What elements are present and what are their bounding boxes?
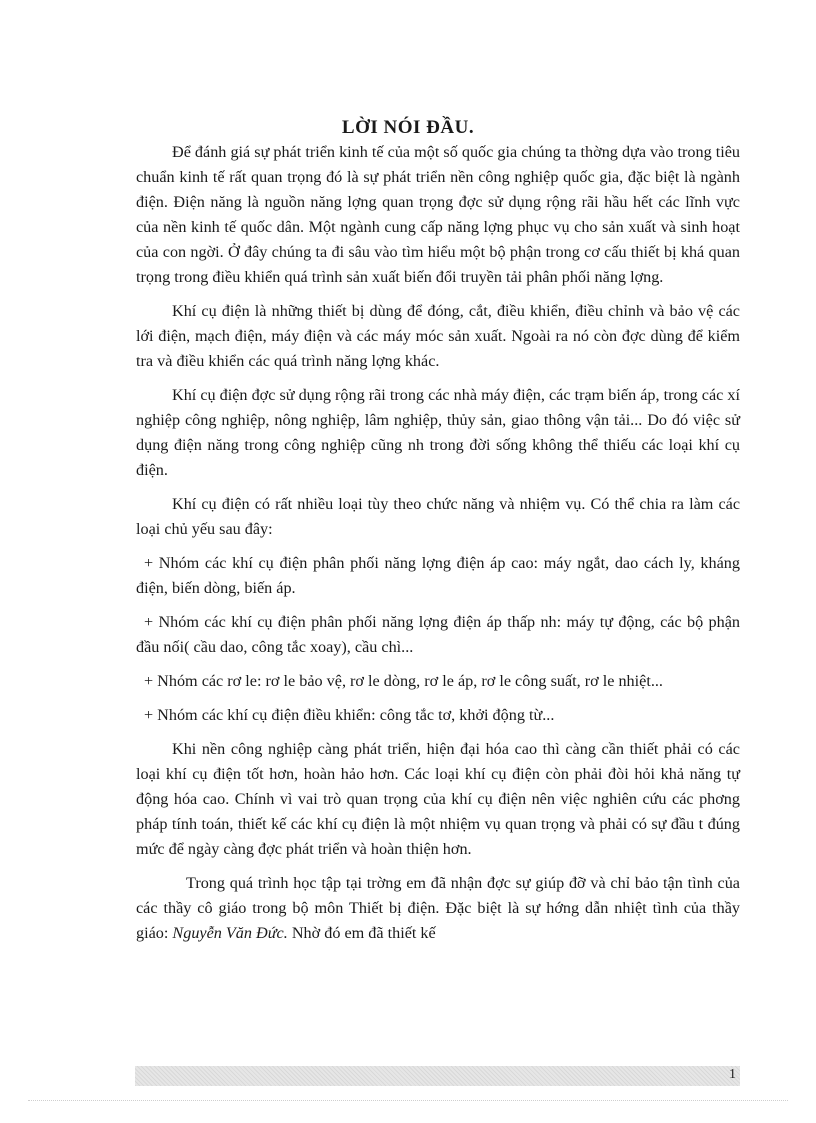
page-title: LỜI NÓI ĐẦU.: [341, 117, 475, 138]
teacher-name: Nguyễn Văn Đức.: [172, 924, 288, 942]
paragraph-intro: Để đánh giá sự phát triển kinh tế của một số quốc gia chúng ta thờng dựa vào trong tiêu chuẩn kinh tế rất quan trọng đó là sự phát triển nền công nghiệp quốc gia, đặc biệt là ngành điện. Điện năng là nguồn năng lợng quan trọng đợc sử dụng rộng rãi hầu hết các lĩnh vực của nền kinh tế quốc dân. Một ngành cung cấp năng lợng phục vụ cho sản xuất và sinh hoạt của con ngời. Ở đây chúng ta đi sâu vào tìm hiểu một bộ phận trong cơ cấu thiết bị khá quan trọng trong điều khiển quá trình sản xuất biến đổi truyền tải phân phối năng lợng.: [136, 143, 740, 286]
list-item-low-voltage: + Nhóm các khí cụ điện phân phối năng lợng điện áp thấp nh: máy tự động, các bộ phận đầu nối( cầu dao, công tắc xoay), cầu chì...: [136, 613, 740, 656]
page-break-divider: [28, 1100, 788, 1101]
list-item-relays: + Nhóm các rơ le: rơ le bảo vệ, rơ le dòng, rơ le áp, rơ le công suất, rơ le nhiệt...: [144, 672, 663, 690]
acknowledgement-text: Trong quá trình học tập tại trờng em đã nhận đợc sự giúp đỡ và chỉ bảo tận tình của các thầy cô giáo trong bộ môn Thiết bị điện. Đặc biệt là sự hớng dẫn nhiệt tình của thầy giáo:: [136, 874, 740, 942]
acknowledgement-continuation: Nhờ đó em đã thiết kế: [287, 924, 436, 942]
paragraph-definition: Khí cụ điện là những thiết bị dùng để đóng, cắt, điều khiển, điều chỉnh và bảo vệ các lới điện, mạch điện, máy điện và các máy móc sản xuất. Ngoài ra nó còn đợc dùng để kiểm tra và điều khiển các quá trình năng lợng khác.: [136, 302, 740, 370]
page-number: 1: [729, 1067, 736, 1082]
paragraph-usage: Khí cụ điện đợc sử dụng rộng rãi trong các nhà máy điện, các trạm biến áp, trong các xí nghiệp công nghiệp, nông nghiệp, lâm nghiệp, thủy sản, giao thông vận tải... Do đó việc sử dụng điện năng trong công nghiệp cũng nh trong đời sống không thể thiếu các loại khí cụ điện.: [136, 386, 740, 479]
body-text: [136, 140, 740, 946]
paragraph-acknowledgement: [136, 871, 740, 946]
paragraph-development: Khi nền công nghiệp càng phát triển, hiện đại hóa cao thì càng cần thiết phải có các loại khí cụ điện tốt hơn, hoàn hảo hơn. Các loại khí cụ điện còn phải đòi hỏi khả năng tự động hóa cao. Chính vì vai trò quan trọng của khí cụ điện nên việc nghiên cứu các phơng pháp tính toán, thiết kế các khí cụ điện là một nhiệm vụ quan trọng và phải có sự đầu t đúng mức để ngày càng đợc phát triển và hoàn thiện hơn.: [136, 740, 740, 858]
list-item-high-voltage: + Nhóm các khí cụ điện phân phối năng lợng điện áp cao: máy ngắt, dao cách ly, kháng điện, biến dòng, biến áp.: [136, 554, 740, 597]
page-footer: [135, 1066, 740, 1086]
list-item-control: + Nhóm các khí cụ điện điều khiển: công tắc tơ, khởi động từ...: [144, 706, 555, 724]
paragraph-classification: Khí cụ điện có rất nhiều loại tùy theo chức năng và nhiệm vụ. Có thể chia ra làm các loại chủ yếu sau đây:: [136, 495, 740, 538]
